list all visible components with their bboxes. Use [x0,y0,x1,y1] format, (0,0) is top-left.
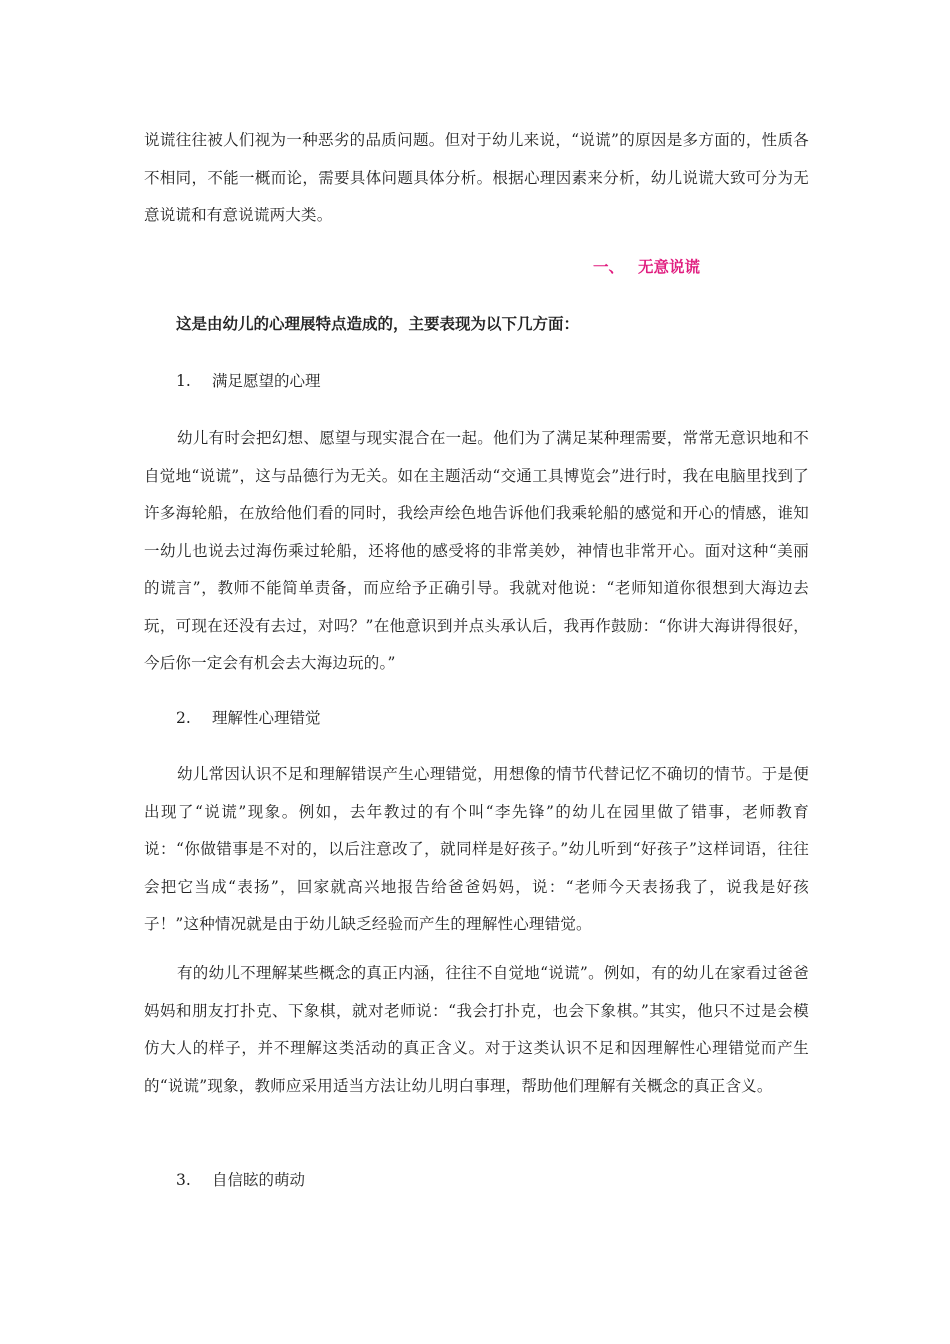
subheading-number: 2. [176,709,191,727]
section-lead: 这是由幼儿的心理展特点造成的，主要表现为以下几方面： [176,315,580,333]
subheading-title: 理解性心理错觉 [212,709,321,727]
subheading-number: 1. [176,372,191,390]
subheading-3 [176,1168,305,1190]
subheading-title: 满足愿望的心理 [212,372,321,390]
section-number: 一、 [593,258,625,276]
paragraph-illusion-2: 有的幼儿不理解某些概念的真正内涵，往往不自觉地“说谎”。例如，有的幼儿在家看过爸爸妈妈和朋友打扑克、下象棋，就对老师说：“我会打扑克，也会下象棋。”其实，他只不过是会模仿大人的样子，并不理解这类活动的真正含义。对于这类认识不足和因理解性心理错觉而产生的“说谎”现象，教师应采用适当方法让幼儿明白事理，帮助他们理解有关概念的真正含义。 [144,964,809,1095]
paragraph-illusion-1: 幼儿常因认识不足和理解错误产生心理错觉，用想像的情节代替记忆不确切的情节。于是便出现了“说谎”现象。例如，去年教过的有个叫“李先锋”的幼儿在园里做了错事，老师教育说：“你做错事是不对的，以后注意改了，就同样是好孩子。”幼儿听到“好孩子”这样词语，往往会把它当成“表扬”，回家就高兴地报告给爸爸妈妈，说：“老师今天表扬我了，说我是好孩子！”这种情况就是由于幼儿缺乏经验而产生的理解性心理错觉。 [144,765,809,933]
paragraph-wish: 幼儿有时会把幻想、愿望与现实混合在一起。他们为了满足某种理需要，常常无意识地和不自觉地“说谎”，这与品德行为无关。如在主题活动“交通工具博览会”进行时，我在电脑里找到了许多海轮船，在放给他们看的同时，我绘声绘色地告诉他们我乘轮船的感觉和开心的情感，谁知一幼儿也说去过海伤乘过轮船，还将他的感受将的非常美妙，神情也非常开心。面对这种“美丽的谎言”，教师不能简单责备，而应给予正确引导。我就对他说：“老师知道你很想到大海边去玩，可现在还没有去过，对吗？”在他意识到并点头承认后，我再作鼓励：“你讲大海讲得很好，今后你一定会有机会去大海边玩的。” [144,429,809,672]
intro-paragraph: 说谎往往被人们视为一种恶劣的品质问题。但对于幼儿来说，“说谎”的原因是多方面的，性质各不相同，不能一概而论，需要具体问题具体分析。根据心理因素来分析，幼儿说谎大致可分为无意说谎和有意说谎两大类。 [144,131,809,224]
section-title: 无意说谎 [638,258,701,276]
subheading-title: 自信眩的萌动 [212,1171,306,1189]
subheading-number: 3. [176,1171,191,1189]
subheading-1 [176,369,321,391]
section-heading [593,255,700,277]
subheading-2 [176,706,321,728]
